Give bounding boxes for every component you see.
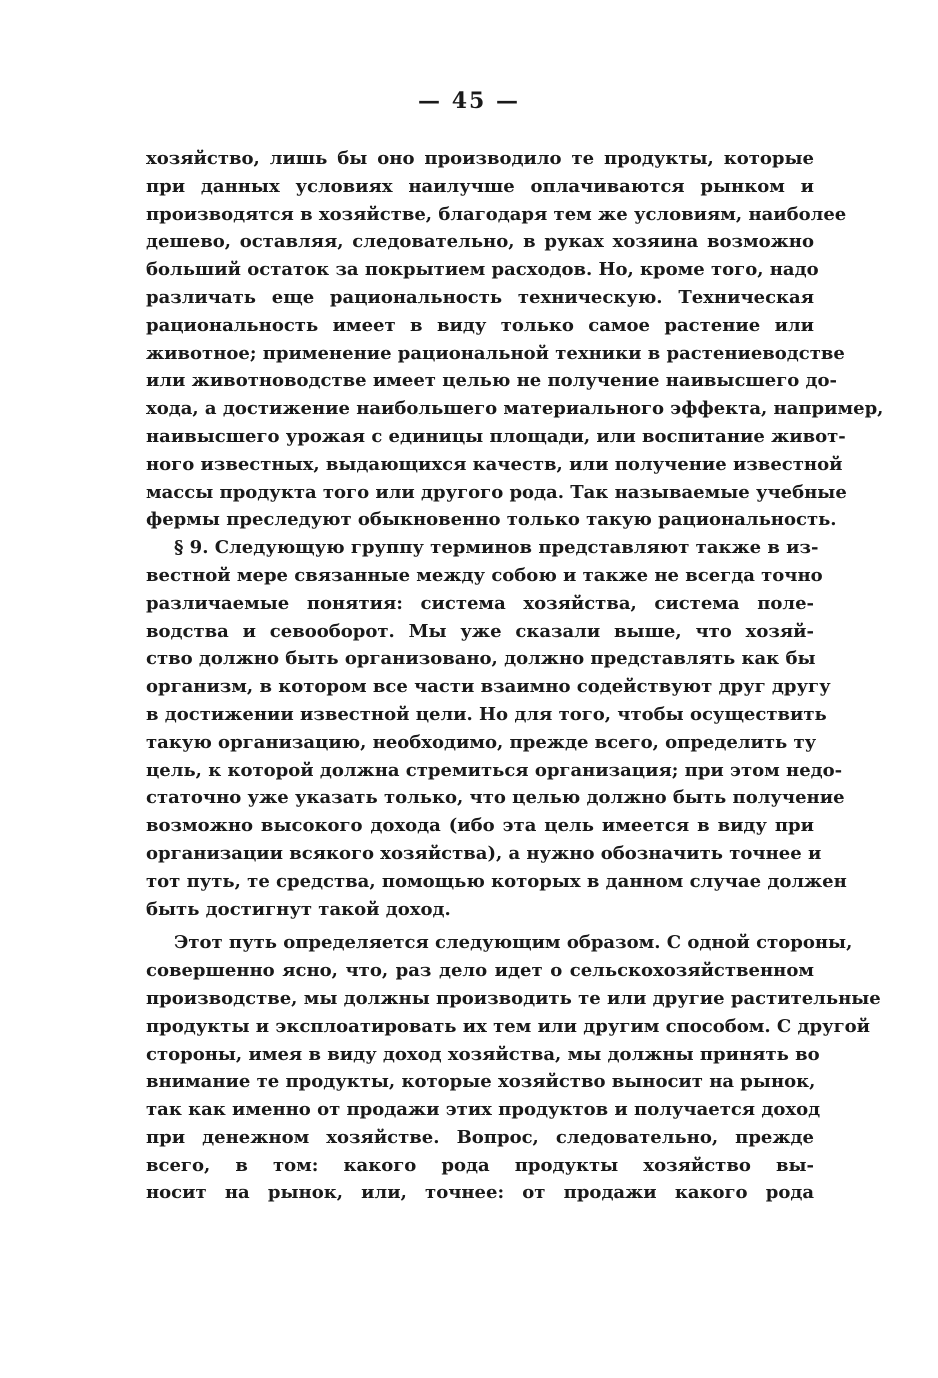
text-line: дешево, оставляя, следовательно, в руках хозяина возможно xyxy=(146,231,814,253)
paragraph xyxy=(146,534,847,923)
text-line: при денежном хозяйстве. Вопрос, следовательно, прежде xyxy=(146,1126,814,1148)
text-line: наивысшего урожая с единицы площади, или воспитание живот- xyxy=(146,425,846,447)
text-line: тот путь, те средства, помощью которых в данном случае должен xyxy=(146,870,847,892)
paragraph xyxy=(146,145,884,534)
text-line: статочно уже указать только, что целью должно быть получение xyxy=(146,787,845,809)
text-line: больший остаток за покрытием расходов. Но, кроме того, надо xyxy=(146,259,819,281)
text-line: продукты и эксплоатировать их тем или другим способом. С другой xyxy=(146,1015,870,1037)
text-line: рациональность имеет в виду только самое растение или xyxy=(146,314,814,336)
text-line: организации всякого хозяйства), а нужно обозначить точнее и xyxy=(146,842,822,864)
text-line: фермы преследуют обыкновенно только такую рациональность. xyxy=(146,509,837,531)
text-line: Этот путь определяется следующим образом. С одной стороны, xyxy=(174,932,853,954)
text-line: стороны, имея в виду доход хозяйства, мы должны принять во xyxy=(146,1043,820,1065)
text-line: различать еще рациональность техническую. Техническая xyxy=(146,286,814,308)
body-text xyxy=(146,145,884,1207)
text-line: организм, в котором все части взаимно содействуют друг другу xyxy=(146,676,831,698)
text-line: производстве, мы должны производить те или другие растительные xyxy=(146,987,881,1009)
text-line: совершенно ясно, что, раз дело идет о сельскохозяйственном xyxy=(146,960,814,982)
text-line: вестной мере связанные между собою и также не всегда точно xyxy=(146,564,823,586)
text-line: при данных условиях наилучше оплачиваются рынком и xyxy=(146,175,814,197)
text-line: цель, к которой должна стремиться организация; при этом недо- xyxy=(146,759,843,781)
text-line: ство должно быть организовано, должно представлять как бы xyxy=(146,648,816,670)
text-line: хода, а достижение наибольшего материального эффекта, например, xyxy=(146,398,884,420)
paragraph xyxy=(146,929,881,1207)
text-line: или животноводстве имеет целью не получение наивысшего до- xyxy=(146,370,838,392)
text-line: ного известных, выдающихся качеств, или получение известной xyxy=(146,453,843,475)
text-line: массы продукта того или другого рода. Так называемые учебные xyxy=(146,481,847,503)
text-line: такую организацию, необходимо, прежде всего, определить ту xyxy=(146,731,817,753)
text-line: различаемые понятия: система хозяйства, система поле- xyxy=(146,592,814,614)
text-line: носит на рынок, или, точнее: от продажи какого рода xyxy=(146,1182,814,1204)
text-line: животное; применение рациональной техники в растениеводстве xyxy=(146,342,845,364)
text-line: быть достигнут такой доход. xyxy=(146,898,451,920)
text-line: в достижении известной цели. Но для того, чтобы осуществить xyxy=(146,703,827,725)
text-line: хозяйство, лишь бы оно производило те продукты, которые xyxy=(146,148,814,169)
text-line: § 9. Следующую группу терминов представляют также в из- xyxy=(174,537,819,559)
text-line: возможно высокого дохода (ибо эта цель имеется в виду при xyxy=(146,815,814,837)
text-line: внимание те продукты, которые хозяйство выносит на рынок, xyxy=(146,1071,816,1093)
text-line: водства и севооборот. Мы уже сказали выше, что хозяй- xyxy=(146,620,814,642)
text-line: так как именно от продажи этих продуктов и получается доход xyxy=(146,1099,821,1121)
text-line: всего, в том: какого рода продукты хозяйство вы- xyxy=(146,1154,814,1176)
page-number: — 45 — xyxy=(418,88,520,114)
text-line: производятся в хозяйстве, благодаря тем же условиям, наиболее xyxy=(146,203,847,225)
